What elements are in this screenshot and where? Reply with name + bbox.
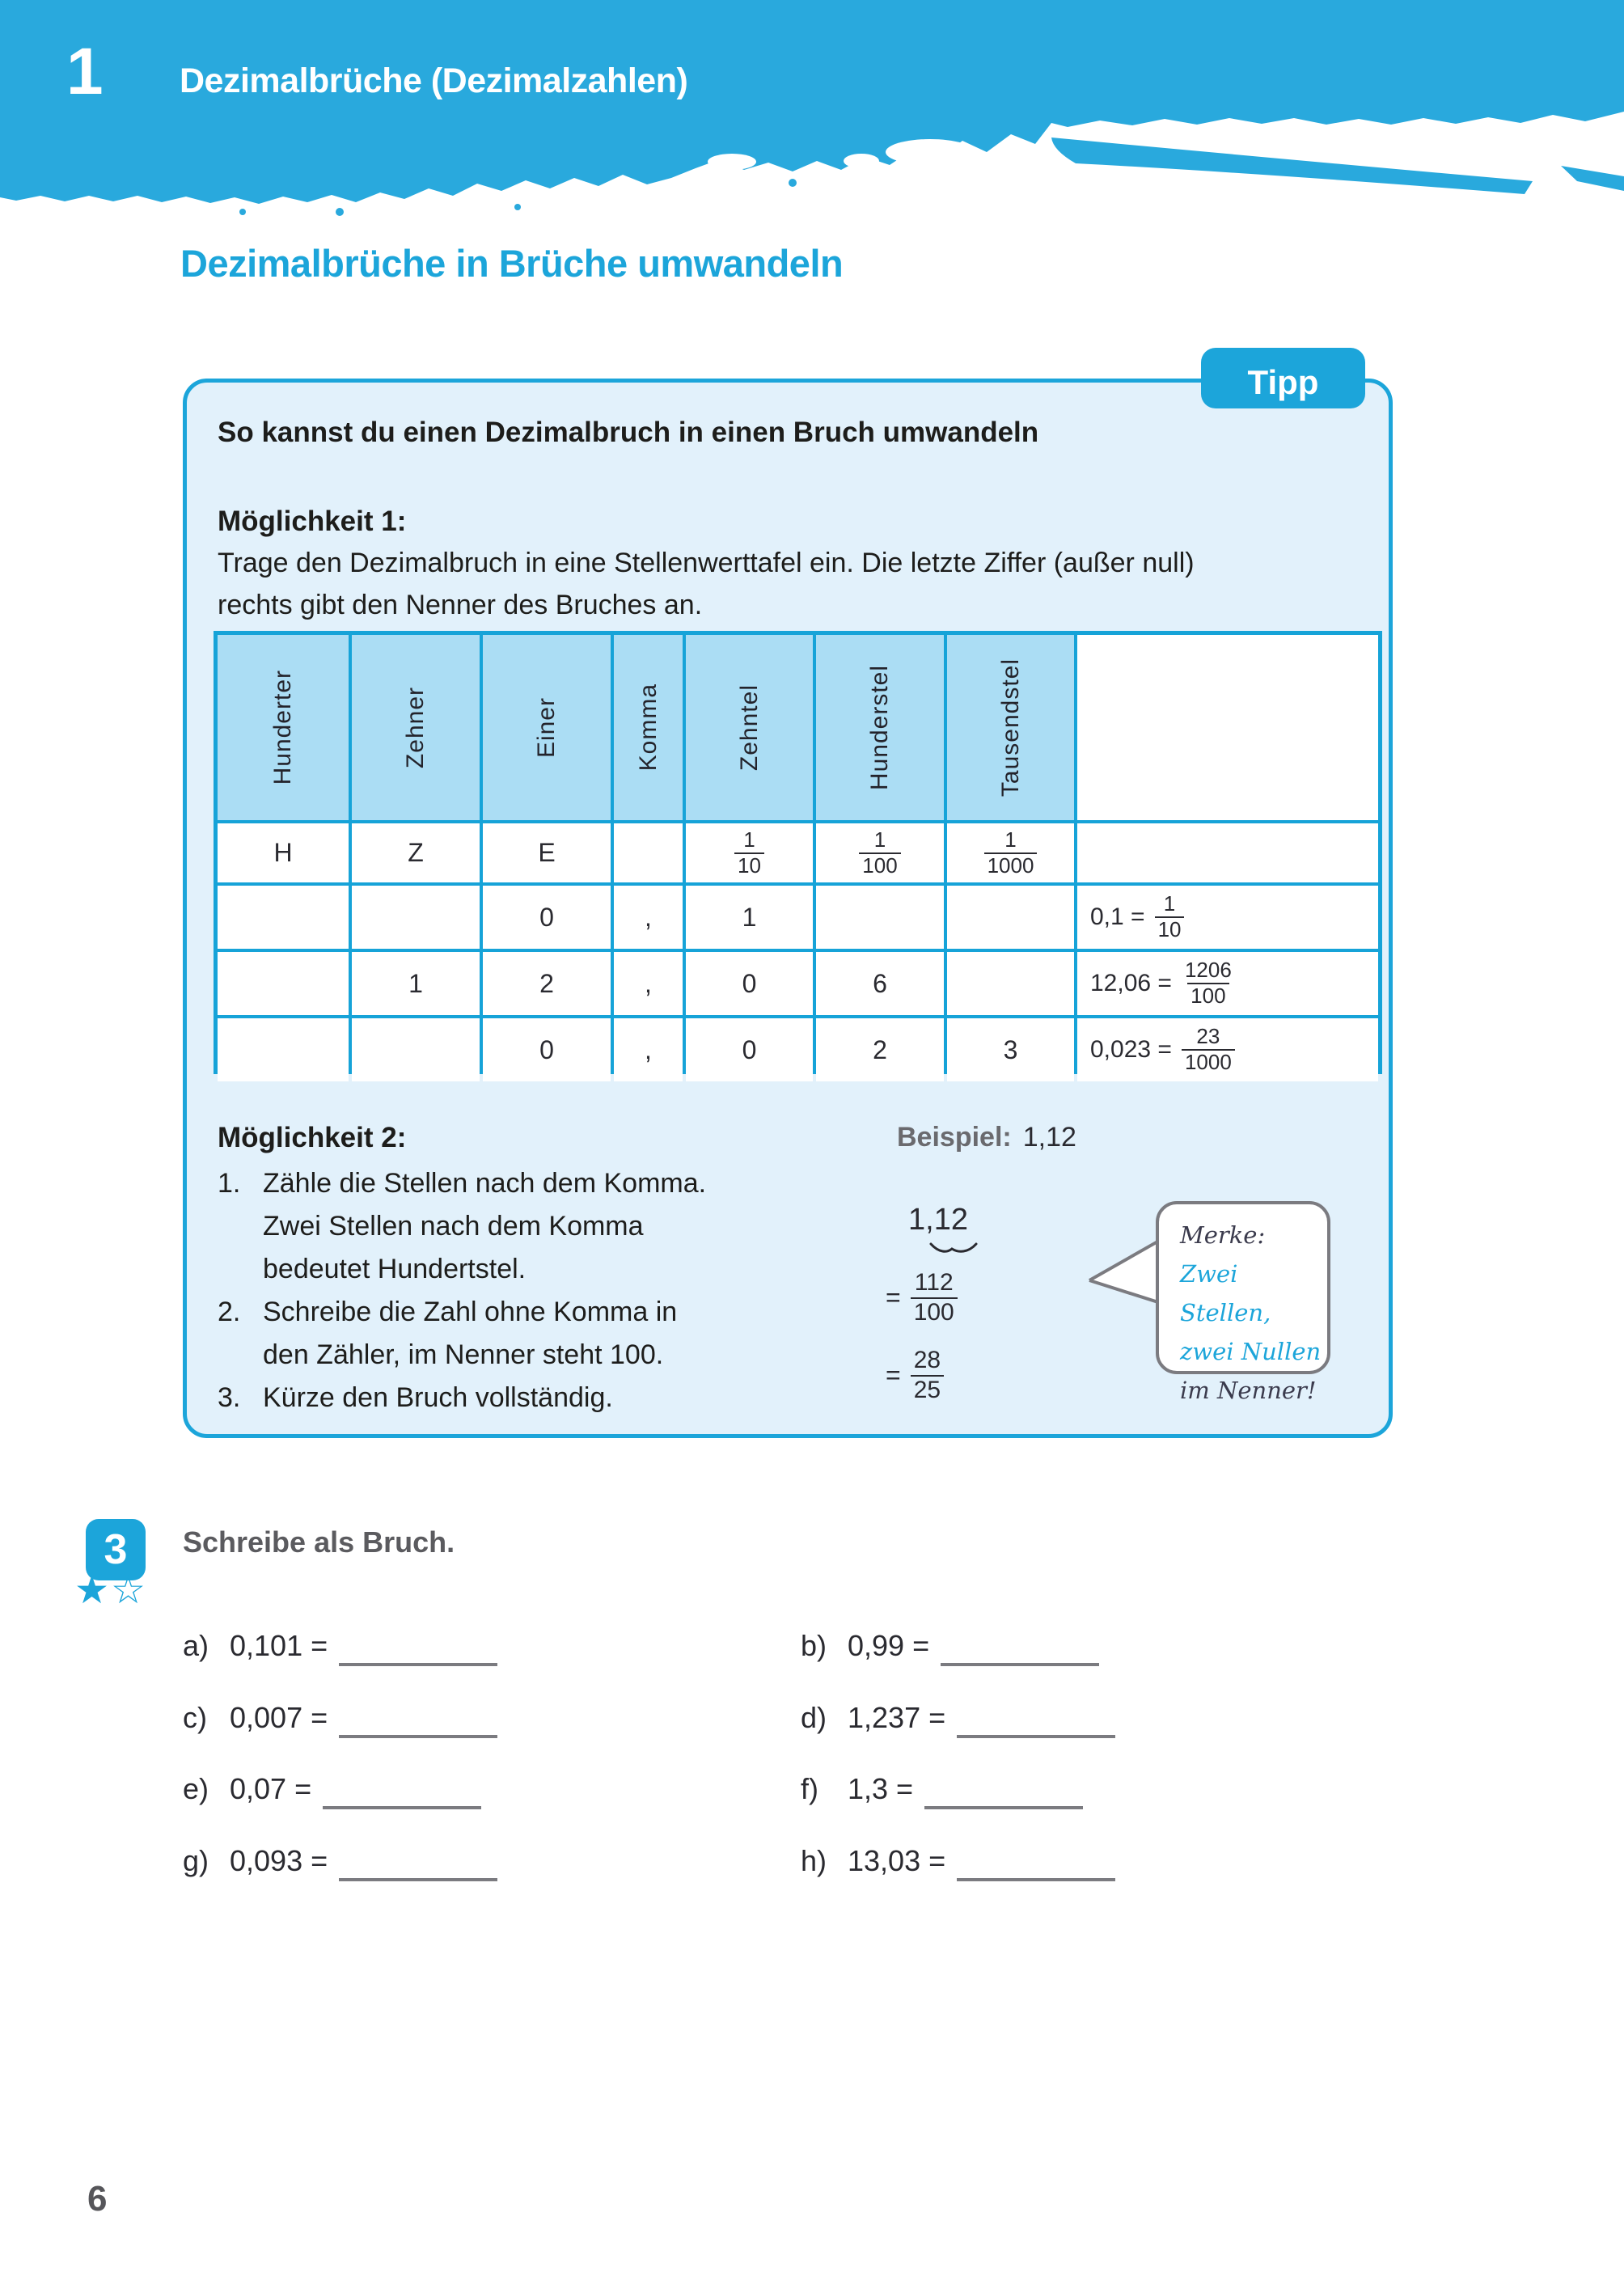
- table-header-hunderstel: Hunderstel: [816, 635, 944, 820]
- star-filled-icon: ★: [74, 1569, 112, 1612]
- example-label: Beispiel:: [897, 1122, 1012, 1153]
- tip-tab: Tipp: [1201, 348, 1365, 408]
- table-cell: [218, 952, 349, 1015]
- answer-blank-e[interactable]: [323, 1769, 481, 1809]
- table-header-result-empty: [1077, 635, 1378, 820]
- table-cell: 2: [816, 1018, 944, 1081]
- fraction: $\frac{28}{25}$: [911, 1347, 944, 1404]
- method1-text-line2: rechts gibt den Nenner des Bruches an.: [218, 590, 703, 620]
- tip-heading: So kannst du einen Dezimalbruch in einen Bruch umwandeln: [218, 417, 1039, 448]
- table-header-zehner: Zehner: [352, 635, 480, 820]
- example-step1: = $\frac{112}{100}$: [886, 1269, 958, 1326]
- list-item: 2. Schreibe die Zahl ohne Komma in den Zähler, im Nenner steht 100.: [218, 1297, 678, 1370]
- unit-title: Dezimalbrüche (Dezimalzahlen): [180, 61, 688, 100]
- table-cell: 6: [816, 952, 944, 1015]
- fraction: $\frac{1}{1000}$: [984, 828, 1038, 878]
- answer-blank-f[interactable]: [924, 1769, 1083, 1809]
- table-cell: 2: [483, 952, 611, 1015]
- table-result-cell: 12,06 = $\frac{1206}{100}$: [1077, 952, 1378, 1015]
- example-decimal: 1,12: [908, 1203, 968, 1237]
- table-cell: 0: [686, 1018, 813, 1081]
- list-item: 3. Kürze den Bruch vollständig.: [218, 1382, 613, 1413]
- fraction: $\frac{1}{10}$: [1155, 892, 1185, 942]
- brush-stroke-graphic: [0, 0, 1624, 218]
- example-value: 1,12: [1022, 1122, 1076, 1153]
- table-cell: [816, 886, 944, 949]
- table-cell: [947, 886, 1074, 949]
- symbol-cell-tausendstel: [947, 823, 1074, 882]
- merke-speech-bubble: [1156, 1201, 1330, 1404]
- table-cell: 1: [352, 952, 480, 1015]
- tip-box: [183, 379, 1393, 1438]
- exercise-item-e: e) 0,07 =: [183, 1769, 481, 1809]
- page-title: Dezimalbrüche in Brüche umwandeln: [180, 242, 844, 285]
- table-cell: 1: [686, 886, 813, 949]
- exercise-item-b: b) 0,99 =: [801, 1626, 1099, 1666]
- table-result-cell: 0,1 = $\frac{1}{10}$: [1077, 886, 1378, 949]
- method1-text-line1: Trage den Dezimalbruch in eine Stellenwerttafel ein. Die letzte Ziffer (außer null): [218, 548, 1195, 578]
- fraction: $\frac{1}{100}$: [859, 828, 900, 878]
- exercise-item-h: h) 13,03 =: [801, 1841, 1115, 1881]
- answer-blank-b[interactable]: [941, 1626, 1099, 1666]
- symbol-cell-e: E: [483, 823, 611, 882]
- answer-blank-h[interactable]: [957, 1841, 1115, 1881]
- table-cell: [947, 952, 1074, 1015]
- answer-blank-d[interactable]: [957, 1698, 1115, 1738]
- fraction: $\frac{23}{1000}$: [1182, 1025, 1235, 1075]
- page-number: 6: [87, 2179, 108, 2219]
- table-cell: ,: [614, 952, 683, 1015]
- table-cell: [218, 886, 349, 949]
- unit-number: 1: [66, 35, 104, 108]
- table-cell: 0: [483, 886, 611, 949]
- table-cell: 0: [686, 952, 813, 1015]
- symbol-cell-result-empty: [1077, 823, 1378, 882]
- table-cell: ,: [614, 886, 683, 949]
- answer-blank-g[interactable]: [339, 1841, 497, 1881]
- table-header-zehntel: Zehntel: [686, 635, 813, 820]
- symbol-cell-h: H: [218, 823, 349, 882]
- table-header-hunderter: Hunderter: [218, 635, 349, 820]
- header-brush-band: [0, 0, 1624, 218]
- fraction: $\frac{1}{10}$: [734, 828, 764, 878]
- bubble-line: Merke:: [1180, 1221, 1266, 1249]
- exercise-item-f: f) 1,3 =: [801, 1769, 1083, 1809]
- bubble-line: Zwei Stellen,: [1180, 1260, 1271, 1326]
- table-cell: 3: [947, 1018, 1074, 1081]
- symbol-cell-z: Z: [352, 823, 480, 882]
- difficulty-stars: [74, 1567, 147, 1613]
- fraction: $\frac{112}{100}$: [911, 1269, 958, 1326]
- example-step2: = $\frac{28}{25}$: [886, 1347, 944, 1404]
- method2-steps: [218, 1162, 784, 1419]
- table-header-komma: Komma: [614, 635, 683, 820]
- table-header-einer: Einer: [483, 635, 611, 820]
- list-item: 1. Zähle die Stellen nach dem Komma. Zwei Stellen nach dem Komma bedeutet Hundertstel.: [218, 1168, 707, 1284]
- method2-title: Möglichkeit 2:: [218, 1122, 407, 1153]
- answer-blank-a[interactable]: [339, 1626, 497, 1666]
- exercise-item-d: d) 1,237 =: [801, 1698, 1115, 1738]
- table-header-tausendstel: Tausendstel: [947, 635, 1074, 820]
- speech-bubble-tail: [1088, 1238, 1161, 1306]
- task-number-badge: 3: [86, 1519, 146, 1580]
- answer-blank-c[interactable]: [339, 1698, 497, 1738]
- table-cell: [352, 1018, 480, 1081]
- symbol-cell-hundertstel: [816, 823, 944, 882]
- place-value-table: [214, 631, 1382, 1074]
- exercise-item-g: g) 0,093 =: [183, 1841, 497, 1881]
- table-cell: [218, 1018, 349, 1081]
- bubble-line: zwei Nullen: [1180, 1338, 1322, 1365]
- underbrace-icon: [928, 1242, 979, 1254]
- example-header: [897, 1122, 1076, 1153]
- exercise-item-a: a) 0,101 =: [183, 1626, 497, 1666]
- table-result-cell: 0,023 = $\frac{23}{1000}$: [1077, 1018, 1378, 1081]
- table-cell: 0: [483, 1018, 611, 1081]
- fraction: $\frac{1206}{100}$: [1184, 958, 1232, 1008]
- symbol-cell-komma: [614, 823, 683, 882]
- method1-title: Möglichkeit 1:: [218, 506, 407, 537]
- exercise-item-c: c) 0,007 =: [183, 1698, 497, 1738]
- table-cell: [352, 886, 480, 949]
- symbol-cell-zehntel: [686, 823, 813, 882]
- task-instruction: Schreibe als Bruch.: [183, 1525, 455, 1559]
- table-cell: ,: [614, 1018, 683, 1081]
- bubble-line: im Nenner!: [1180, 1377, 1317, 1404]
- star-outline-icon: ☆: [111, 1569, 148, 1612]
